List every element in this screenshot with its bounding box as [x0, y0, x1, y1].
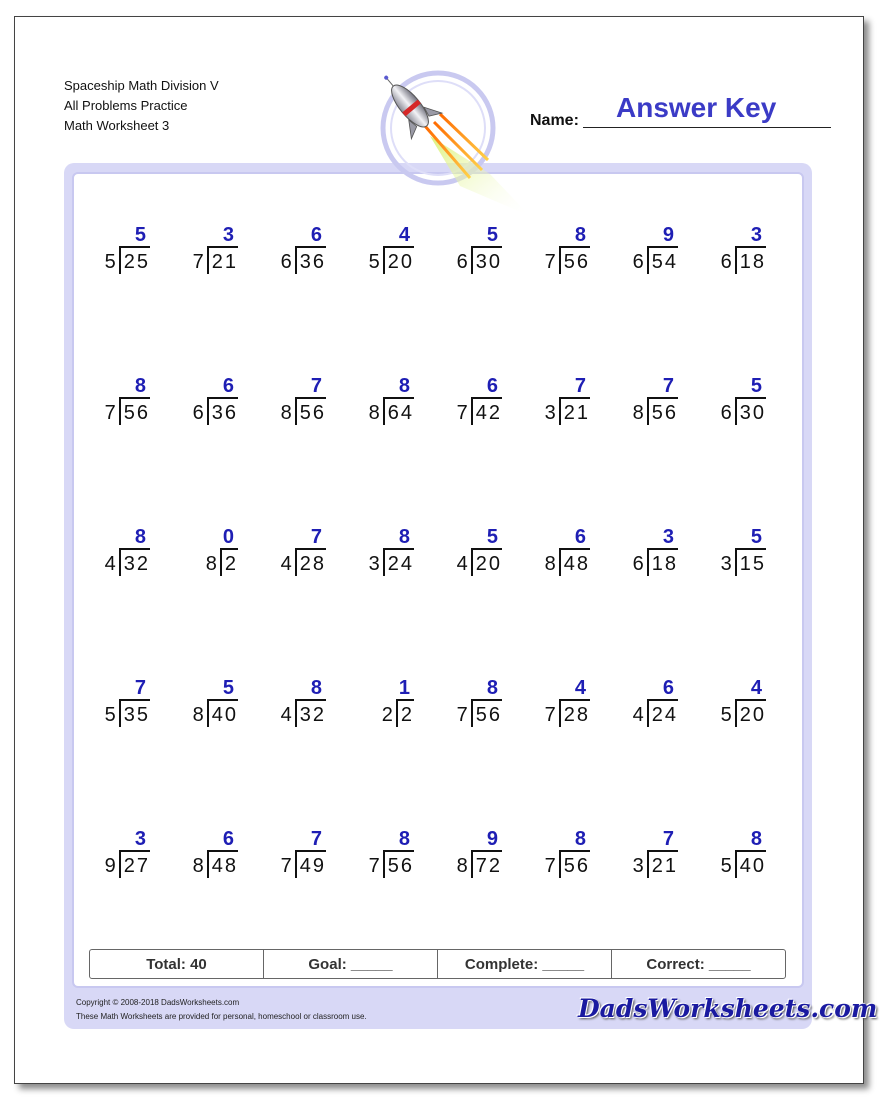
- worksheet-subtitle: All Problems Practice: [64, 98, 188, 113]
- divisor: 7: [544, 251, 558, 273]
- long-division-bracket: [457, 855, 502, 883]
- quotient-answer: 7: [134, 677, 146, 699]
- division-problem: [88, 677, 160, 739]
- long-division-bracket: [281, 402, 326, 430]
- quotient-answer: 6: [222, 375, 234, 397]
- long-division-bracket: [633, 251, 678, 279]
- divisor: 4: [632, 704, 646, 726]
- quotient-answer: 5: [750, 375, 762, 397]
- quotient-answer: 6: [574, 526, 586, 548]
- quotient-answer: 7: [662, 828, 674, 850]
- divisor: 3: [544, 402, 558, 424]
- division-problem: [88, 828, 160, 890]
- division-problem: [440, 677, 512, 739]
- division-problem: [616, 828, 688, 890]
- long-division-bracket: [105, 251, 150, 279]
- usage-notice: These Math Worksheets are provided for personal, homeschool or classroom use.: [76, 1012, 367, 1021]
- divisor: 4: [104, 553, 118, 575]
- quotient-answer: 7: [574, 375, 586, 397]
- quotient-answer: 6: [662, 677, 674, 699]
- quotient-answer: 8: [134, 375, 146, 397]
- long-division-bracket: [545, 402, 590, 430]
- dividend: 49: [295, 850, 326, 878]
- long-division-bracket: [105, 855, 150, 883]
- quotient-answer: 3: [750, 224, 762, 246]
- quotient-answer: 6: [486, 375, 498, 397]
- divisor: 8: [192, 704, 206, 726]
- name-line: [583, 127, 831, 128]
- quotient-answer: 8: [574, 828, 586, 850]
- long-division-bracket: [721, 553, 766, 581]
- dividend: 2: [396, 699, 414, 727]
- dividend: 56: [559, 850, 590, 878]
- long-division-bracket: [721, 704, 766, 732]
- quotient-answer: 8: [398, 375, 410, 397]
- goal-cell: Goal: _____: [264, 950, 438, 978]
- long-division-bracket: [721, 855, 766, 883]
- division-problem: [88, 375, 160, 437]
- division-problem: [528, 224, 600, 286]
- long-division-bracket: [633, 704, 678, 732]
- divisor: 9: [104, 855, 118, 877]
- long-division-bracket: [206, 553, 238, 581]
- dividend: 64: [383, 397, 414, 425]
- long-division-bracket: [281, 855, 326, 883]
- division-problem: [264, 677, 336, 739]
- dividend: 20: [383, 246, 414, 274]
- correct-cell: Correct: _____: [646, 955, 751, 973]
- divisor: 8: [544, 553, 558, 575]
- score-summary: [89, 949, 786, 979]
- quotient-answer: 8: [486, 677, 498, 699]
- quotient-answer: 8: [750, 828, 762, 850]
- long-division-bracket: [457, 402, 502, 430]
- dividend: 42: [471, 397, 502, 425]
- long-division-bracket: [369, 402, 414, 430]
- quotient-answer: 5: [222, 677, 234, 699]
- dividend: 21: [647, 850, 678, 878]
- divisor: 7: [192, 251, 206, 273]
- quotient-answer: 8: [574, 224, 586, 246]
- dividend: 40: [207, 699, 238, 727]
- division-problem: [704, 224, 776, 286]
- quotient-answer: 7: [310, 375, 322, 397]
- long-division-bracket: [193, 704, 238, 732]
- division-problem: [88, 224, 160, 286]
- dividend: 56: [559, 246, 590, 274]
- divisor: 5: [720, 704, 734, 726]
- long-division-bracket: [457, 704, 502, 732]
- dividend: 56: [383, 850, 414, 878]
- dividend: 18: [647, 548, 678, 576]
- division-problem: [440, 224, 512, 286]
- divisor: 6: [720, 251, 734, 273]
- long-division-bracket: [457, 251, 502, 279]
- long-division-bracket: [105, 704, 150, 732]
- quotient-answer: 0: [222, 526, 234, 548]
- divisor: 4: [456, 553, 470, 575]
- name-label: Name:: [530, 112, 579, 129]
- worksheet-title: Spaceship Math Division V: [64, 78, 219, 93]
- dividend: 20: [471, 548, 502, 576]
- dividend: 15: [735, 548, 766, 576]
- division-problem: [528, 526, 600, 588]
- quotient-answer: 7: [662, 375, 674, 397]
- dividend: 18: [735, 246, 766, 274]
- divisor: 5: [368, 251, 382, 273]
- division-problem: [616, 375, 688, 437]
- dividend: 32: [295, 699, 326, 727]
- dividend: 28: [559, 699, 590, 727]
- dadsworksheets-logo: DadsWorksheets.com: [578, 994, 878, 1023]
- dividend: 2: [220, 548, 238, 576]
- quotient-answer: 7: [310, 526, 322, 548]
- divisor: 8: [632, 402, 646, 424]
- division-problem: [528, 375, 600, 437]
- division-problem: [352, 375, 424, 437]
- divisor: 6: [720, 402, 734, 424]
- quotient-answer: 9: [662, 224, 674, 246]
- dividend: 32: [119, 548, 150, 576]
- dividend: 35: [119, 699, 150, 727]
- divisor: 2: [381, 704, 395, 726]
- quotient-answer: 3: [662, 526, 674, 548]
- quotient-answer: 5: [486, 224, 498, 246]
- divisor: 7: [456, 402, 470, 424]
- divisor: 7: [368, 855, 382, 877]
- division-problem: [616, 526, 688, 588]
- long-division-bracket: [721, 251, 766, 279]
- dividend: 48: [207, 850, 238, 878]
- quotient-answer: 8: [134, 526, 146, 548]
- divisor: 3: [368, 553, 382, 575]
- answer-key-heading: Answer Key: [616, 92, 777, 123]
- long-division-bracket: [105, 402, 150, 430]
- long-division-bracket: [281, 704, 326, 732]
- division-problem: [704, 526, 776, 588]
- division-problem: [176, 375, 248, 437]
- quotient-answer: 3: [134, 828, 146, 850]
- quotient-answer: 5: [486, 526, 498, 548]
- dividend: 30: [735, 397, 766, 425]
- dividend: 36: [295, 246, 326, 274]
- dividend: 24: [647, 699, 678, 727]
- divisor: 6: [280, 251, 294, 273]
- division-problem: [352, 224, 424, 286]
- divisor: 3: [720, 553, 734, 575]
- division-problem: [352, 677, 424, 739]
- dividend: 27: [119, 850, 150, 878]
- long-division-bracket: [193, 402, 238, 430]
- divisor: 7: [104, 402, 118, 424]
- dividend: 56: [119, 397, 150, 425]
- quotient-answer: 3: [222, 224, 234, 246]
- dividend: 56: [295, 397, 326, 425]
- divisor: 8: [368, 402, 382, 424]
- long-division-bracket: [281, 553, 326, 581]
- divisor: 8: [205, 553, 219, 575]
- divisor: 8: [456, 855, 470, 877]
- quotient-answer: 8: [398, 526, 410, 548]
- divisor: 7: [544, 704, 558, 726]
- division-problem: [352, 828, 424, 890]
- quotient-answer: 8: [398, 828, 410, 850]
- divisor: 8: [280, 402, 294, 424]
- divisor: 5: [104, 251, 118, 273]
- divisor: 7: [280, 855, 294, 877]
- long-division-bracket: [633, 553, 678, 581]
- divisor: 7: [456, 704, 470, 726]
- division-problem: [440, 828, 512, 890]
- division-problem: [264, 526, 336, 588]
- long-division-bracket: [545, 251, 590, 279]
- divisor: 7: [544, 855, 558, 877]
- division-problem: [528, 828, 600, 890]
- division-problem: [176, 828, 248, 890]
- long-division-bracket: [105, 553, 150, 581]
- division-problem: [176, 677, 248, 739]
- divisor: 8: [192, 855, 206, 877]
- long-division-bracket: [281, 251, 326, 279]
- divisor: 6: [192, 402, 206, 424]
- divisor: 6: [632, 251, 646, 273]
- long-division-bracket: [369, 855, 414, 883]
- long-division-bracket: [545, 553, 590, 581]
- division-problem: [616, 224, 688, 286]
- quotient-answer: 7: [310, 828, 322, 850]
- division-problem: [176, 526, 248, 588]
- dividend: 72: [471, 850, 502, 878]
- dividend: 30: [471, 246, 502, 274]
- dividend: 28: [295, 548, 326, 576]
- long-division-bracket: [545, 704, 590, 732]
- complete-cell: Complete: _____: [438, 950, 612, 978]
- division-problem: [264, 375, 336, 437]
- total-cell: Total: 40: [90, 950, 264, 978]
- quotient-answer: 4: [574, 677, 586, 699]
- dividend: 24: [383, 548, 414, 576]
- division-problem: [440, 526, 512, 588]
- quotient-answer: 6: [222, 828, 234, 850]
- quotient-answer: 6: [310, 224, 322, 246]
- division-problem: [616, 677, 688, 739]
- quotient-answer: 8: [310, 677, 322, 699]
- long-division-bracket: [369, 553, 414, 581]
- division-problem: [704, 677, 776, 739]
- long-division-bracket: [382, 704, 414, 732]
- worksheet-number: Math Worksheet 3: [64, 118, 170, 133]
- long-division-bracket: [193, 251, 238, 279]
- long-division-bracket: [193, 855, 238, 883]
- dividend: 25: [119, 246, 150, 274]
- division-problem: [264, 828, 336, 890]
- rocket-icon: [370, 66, 550, 236]
- dividend: 21: [207, 246, 238, 274]
- division-problem: [528, 677, 600, 739]
- dividend: 20: [735, 699, 766, 727]
- dividend: 21: [559, 397, 590, 425]
- divisor: 3: [632, 855, 646, 877]
- long-division-bracket: [369, 251, 414, 279]
- division-problem: [704, 375, 776, 437]
- divisor: 6: [456, 251, 470, 273]
- long-division-bracket: [721, 402, 766, 430]
- division-problem: [704, 828, 776, 890]
- division-problem: [176, 224, 248, 286]
- divisor: 4: [280, 553, 294, 575]
- quotient-answer: 4: [398, 224, 410, 246]
- division-problem: [264, 224, 336, 286]
- long-division-bracket: [545, 855, 590, 883]
- divisor: 6: [632, 553, 646, 575]
- dividend: 56: [647, 397, 678, 425]
- dividend: 40: [735, 850, 766, 878]
- dividend: 48: [559, 548, 590, 576]
- quotient-answer: 5: [750, 526, 762, 548]
- division-problem: [440, 375, 512, 437]
- divisor: 4: [280, 704, 294, 726]
- division-problem: [88, 526, 160, 588]
- divisor: 5: [104, 704, 118, 726]
- long-division-bracket: [457, 553, 502, 581]
- copyright-text: Copyright © 2008-2018 DadsWorksheets.com: [76, 998, 240, 1007]
- dividend: 56: [471, 699, 502, 727]
- division-problem: [352, 526, 424, 588]
- long-division-bracket: [633, 402, 678, 430]
- quotient-answer: 9: [486, 828, 498, 850]
- long-division-bracket: [633, 855, 678, 883]
- quotient-answer: 4: [750, 677, 762, 699]
- dividend: 54: [647, 246, 678, 274]
- divisor: 5: [720, 855, 734, 877]
- quotient-answer: 5: [134, 224, 146, 246]
- dividend: 36: [207, 397, 238, 425]
- quotient-answer: 1: [398, 677, 410, 699]
